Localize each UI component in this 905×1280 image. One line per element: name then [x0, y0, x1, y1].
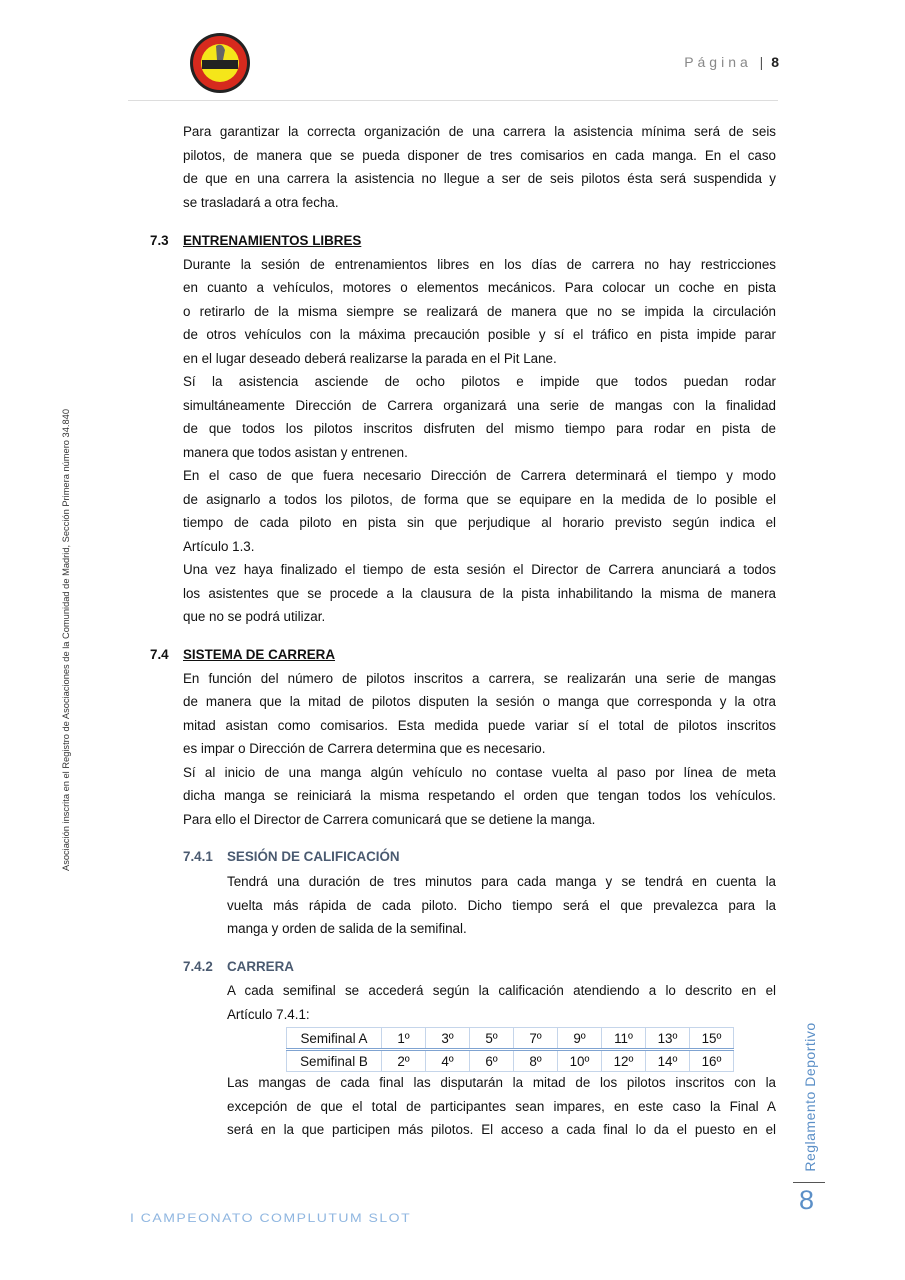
text-line: se trasladará a otra fecha.	[183, 194, 339, 210]
section-7-4-1-body	[227, 870, 776, 941]
text-line: de que todos los pilotos inscritos disfruten del mismo tiempo para rodar en pista de	[183, 421, 776, 436]
table-cell: 1º	[382, 1028, 426, 1050]
section-title: SISTEMA DE CARRERA	[183, 647, 336, 662]
table-row	[287, 1050, 734, 1072]
section-7-4-body	[183, 667, 776, 832]
section-title: CARRERA	[227, 959, 294, 974]
text-line: de manera que la mitad de pilotos disputen la sesión o manga que corresponda y la otra	[183, 694, 776, 709]
text-line: mitad asistan como comisarios. Esta medida puede variar sí el total de pilotos inscritos	[183, 717, 776, 733]
text-line: En función del número de pilotos inscritos a carrera, se realizarán una serie de mangas	[183, 670, 776, 686]
right-tab-page-number: 8	[799, 1185, 815, 1215]
text-line: Sí al inicio de una manga algún vehículo no contase vuelta al paso por línea de meta	[183, 764, 776, 780]
table-row	[287, 1028, 734, 1050]
section-7-3-body	[183, 253, 776, 629]
text-line: los asistentes que se procede a la clausura de la pista inhabilitando la misma de manera	[183, 585, 776, 601]
table-cell: 14º	[646, 1050, 690, 1072]
table-cell: 5º	[470, 1028, 514, 1050]
text-line: será en la que participen más pilotos. El acceso a cada final lo da el puesto en el	[227, 1122, 776, 1137]
section-heading-7-4	[150, 643, 335, 667]
table-cell: 2º	[382, 1050, 426, 1072]
table-cell: 7º	[514, 1028, 558, 1050]
text-line: o retirarlo de la misma siempre se realizará de manera que no se impida la circulación	[183, 303, 776, 319]
table-cell: 16º	[690, 1050, 734, 1072]
text-line: de que en una carrera la asistencia no llegue a ser de seis pilotos ésta será suspendida y	[183, 171, 776, 186]
text-line: Durante la sesión de entrenamientos libres en los días de carrera no hay restricciones	[183, 256, 776, 272]
semifinal-table	[286, 1027, 734, 1072]
table-cell: 6º	[470, 1050, 514, 1072]
text-line: Las mangas de cada final las disputarán la mitad de los pilotos inscritos con la	[227, 1075, 776, 1090]
section-7-4-2-body	[227, 1071, 776, 1142]
footer-title: I CAMPEONATO COMPLUTUM SLOT	[130, 1211, 412, 1225]
page-indicator: Página | 8	[684, 54, 779, 70]
table-cell: Semifinal B	[287, 1050, 382, 1072]
section-number: 7.4.1	[183, 849, 213, 864]
text-line: simultáneamente Dirección de Carrera organizará una serie de mangas con la finalidad	[183, 397, 776, 413]
text-line: excepción de que el total de participantes sean impares, en este caso la Final A	[227, 1098, 776, 1114]
text-line: en cuanto a vehículos, motores o elementos mecánicos. Para colocar un coche en pista	[183, 280, 776, 295]
table-cell: 11º	[602, 1028, 646, 1050]
section-7-4-2-intro	[227, 979, 776, 1026]
header-divider	[128, 100, 778, 101]
table-cell: 8º	[514, 1050, 558, 1072]
text-line: que no se podrá utilizar.	[183, 609, 326, 624]
text-line: Artículo 7.4.1:	[227, 1006, 310, 1022]
intro-paragraph	[183, 120, 776, 214]
section-title: SESIÓN DE CALIFICACIÓN	[227, 849, 400, 864]
right-tab-divider	[793, 1182, 825, 1183]
text-line: tiempo de cada piloto en pista sin que perjudique al horario previsto según indica el	[183, 515, 776, 530]
text-line: en el lugar deseado deberá realizarse la parada en el Pit Lane.	[183, 350, 557, 366]
text-line: dicha manga se reiniciará la misma respetando el orden que tengan todos los vehículos.	[183, 788, 776, 803]
table-cell: 9º	[558, 1028, 602, 1050]
subsection-heading-7-4-2	[183, 955, 294, 979]
page-number: 8	[771, 54, 779, 70]
table-cell: Semifinal A	[287, 1028, 382, 1050]
text-line: A cada semifinal se accederá según la calificación atendiendo a lo descrito en el	[227, 983, 776, 998]
text-line: Una vez haya finalizado el tiempo de esta sesión el Director de Carrera anunciará a todos	[183, 562, 776, 577]
text-line: de asignarlo a todos los pilotos, de forma que se equipare en la medida de lo posible el	[183, 491, 776, 507]
document-title-vertical: Reglamento Deportivo	[802, 1022, 818, 1172]
table-cell: 10º	[558, 1050, 602, 1072]
text-line: de otros vehículos con la máxima precaución posible y sí el tráfico en pista impide parar	[183, 327, 776, 342]
text-line: Artículo 1.3.	[183, 538, 255, 554]
subsection-heading-7-4-1	[183, 845, 400, 869]
text-line: manera que todos asistan y entrenen.	[183, 444, 408, 460]
text-line: Para ello el Director de Carrera comunicará que se detiene la manga.	[183, 811, 596, 827]
section-title: ENTRENAMIENTOS LIBRES	[183, 233, 362, 248]
section-heading-7-3	[150, 229, 361, 253]
text-line: Tendrá una duración de tres minutos para cada manga y se tendrá en cuenta la	[227, 874, 776, 889]
table-cell: 13º	[646, 1028, 690, 1050]
text-line: pilotos, de manera que se pueda disponer de tres comisarios en cada manga. En el caso	[183, 147, 776, 163]
section-number: 7.4	[150, 647, 169, 662]
text-line: es impar o Dirección de Carrera determina que es necesario.	[183, 741, 546, 756]
page-label: Página	[684, 54, 752, 70]
registry-note: Asociación inscrita en el Registro de Asociaciones de la Comunidad de Madrid, Sección Primera número 34.840	[61, 409, 71, 871]
text-line: Para garantizar la correcta organización de una carrera la asistencia mínima será de seis	[183, 124, 776, 139]
table-cell: 15º	[690, 1028, 734, 1050]
table-cell: 3º	[426, 1028, 470, 1050]
text-line: vuelta más rápida de cada piloto. Dicho tiempo será el que prevalezca para la	[227, 897, 776, 913]
text-line: manga y orden de salida de la semifinal.	[227, 921, 467, 936]
section-number: 7.4.2	[183, 959, 213, 974]
text-line: Sí la asistencia asciende de ocho pilotos e impide que todos puedan rodar	[183, 374, 776, 389]
table-cell: 12º	[602, 1050, 646, 1072]
table-cell: 4º	[426, 1050, 470, 1072]
club-logo	[189, 32, 251, 94]
text-line: En el caso de que fuera necesario Dirección de Carrera determinará el tiempo y modo	[183, 468, 776, 483]
section-number: 7.3	[150, 233, 169, 248]
